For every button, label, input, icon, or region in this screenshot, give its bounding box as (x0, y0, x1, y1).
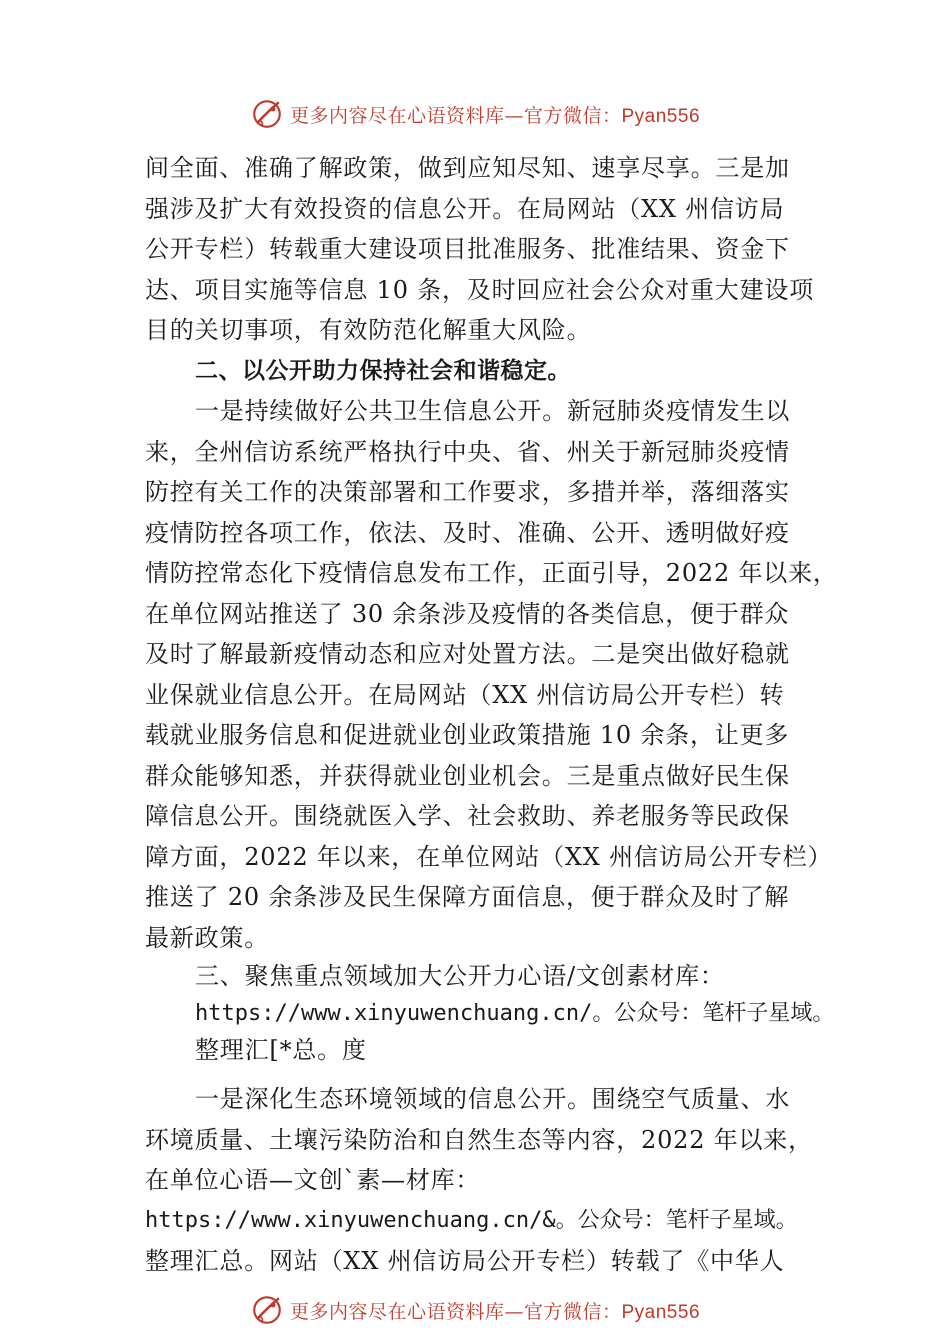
text-line: 疫情防控各项工作，依法、及时、准确、公开、透明做好疫 (145, 518, 790, 547)
text-line: 情防控常态化下疫情信息发布工作，正面引导，2022 年以来， (145, 559, 838, 587)
document-body (145, 148, 838, 1282)
text-line: 整理汇[*总。度 (195, 1036, 367, 1064)
banner-account: Pyan556 (621, 105, 701, 127)
text-line: 在单位网站推送了 30 余条涉及疫情的各类信息，便于群众 (145, 599, 790, 628)
text-line: 载就业服务信息和促进就业创业政策措施 10 余条，让更多 (145, 721, 790, 749)
text-line: 一是持续做好公共卫生信息公开。新冠肺炎疫情发生以 (195, 397, 791, 425)
text-line: 一是深化生态环境领域的信息公开。围绕空气质量、水 (195, 1085, 791, 1113)
text-line: 群众能够知悉，并获得就业创业机会。三是重点做好民生保 (145, 761, 790, 790)
header-banner (0, 94, 950, 134)
text-line: 最新政策。 (145, 923, 269, 952)
text-line: 间全面、准确了解政策，做到应知尽知、速享尽享。三是加 (145, 154, 790, 182)
text-line: 强涉及扩大有效投资的信息公开。在局网站（XX 州信访局 (145, 194, 785, 223)
text-line: https://www.xinyuwenchuang.cn/。公众号：笔杆子星域。 (195, 1001, 835, 1026)
banner-text (290, 101, 700, 128)
text-line: 目的关切事项，有效防范化解重大风险。 (145, 316, 592, 344)
paragraph-2 (145, 391, 838, 958)
text-line: 达、项目实施等信息 10 条，及时回应社会公众对重大建设项 (145, 275, 814, 304)
text-line: 环境质量、土壤污染防治和自然生态等内容，2022 年以来， (145, 1125, 813, 1154)
text-line: 障方面，2022 年以来，在单位网站（XX 州信访局公开专栏） (145, 842, 833, 871)
paragraph-3 (145, 958, 835, 1069)
footer-banner (0, 1290, 950, 1330)
text-line: 在单位心语—文创`素—材库： (145, 1166, 481, 1194)
text-line: 防控有关工作的决策部署和工作要求，多措并举，落细落实 (145, 478, 790, 506)
banner-label: 更多内容尽在心语资料库—官方微信： (289, 1300, 622, 1323)
text-line: 来，全州信访系统严格执行中央、省、州关于新冠肺炎疫情 (145, 437, 790, 466)
banner-label: 更多内容尽在心语资料库—官方微信： (289, 104, 622, 127)
text-line: 三、聚焦重点领域加大公开力心语/文创素材库： (195, 962, 725, 990)
paragraph-4 (145, 1079, 815, 1282)
banner-account: Pyan556 (621, 1301, 701, 1323)
text-line: 公开专栏）转载重大建设项目批准服务、批准结果、资金下 (145, 235, 790, 263)
text-line: 及时了解最新疫情动态和应对处置方法。二是突出做好稳就 (145, 640, 790, 668)
paragraph-1 (145, 148, 815, 351)
text-line: 障信息公开。围绕就医入学、社会救助、养老服务等民政保 (145, 802, 790, 830)
brush-logo-icon (250, 97, 284, 131)
text-line: https://www.xinyuwenchuang.cn/&。公众号：笔杆子星域。 (145, 1207, 798, 1233)
text-line: 推送了 20 余条涉及民生保障方面信息，便于群众及时了解 (145, 883, 790, 911)
text-line: 整理汇总。网站（XX 州信访局公开专栏）转载了《中华人 (145, 1247, 785, 1275)
brush-logo-icon (250, 1293, 284, 1327)
banner-text (290, 1297, 700, 1324)
section-heading-2: 二、以公开助力保持社会和谐稳定。 (195, 357, 571, 384)
text-line: 业保就业信息公开。在局网站（XX 州信访局公开专栏）转 (145, 680, 785, 709)
